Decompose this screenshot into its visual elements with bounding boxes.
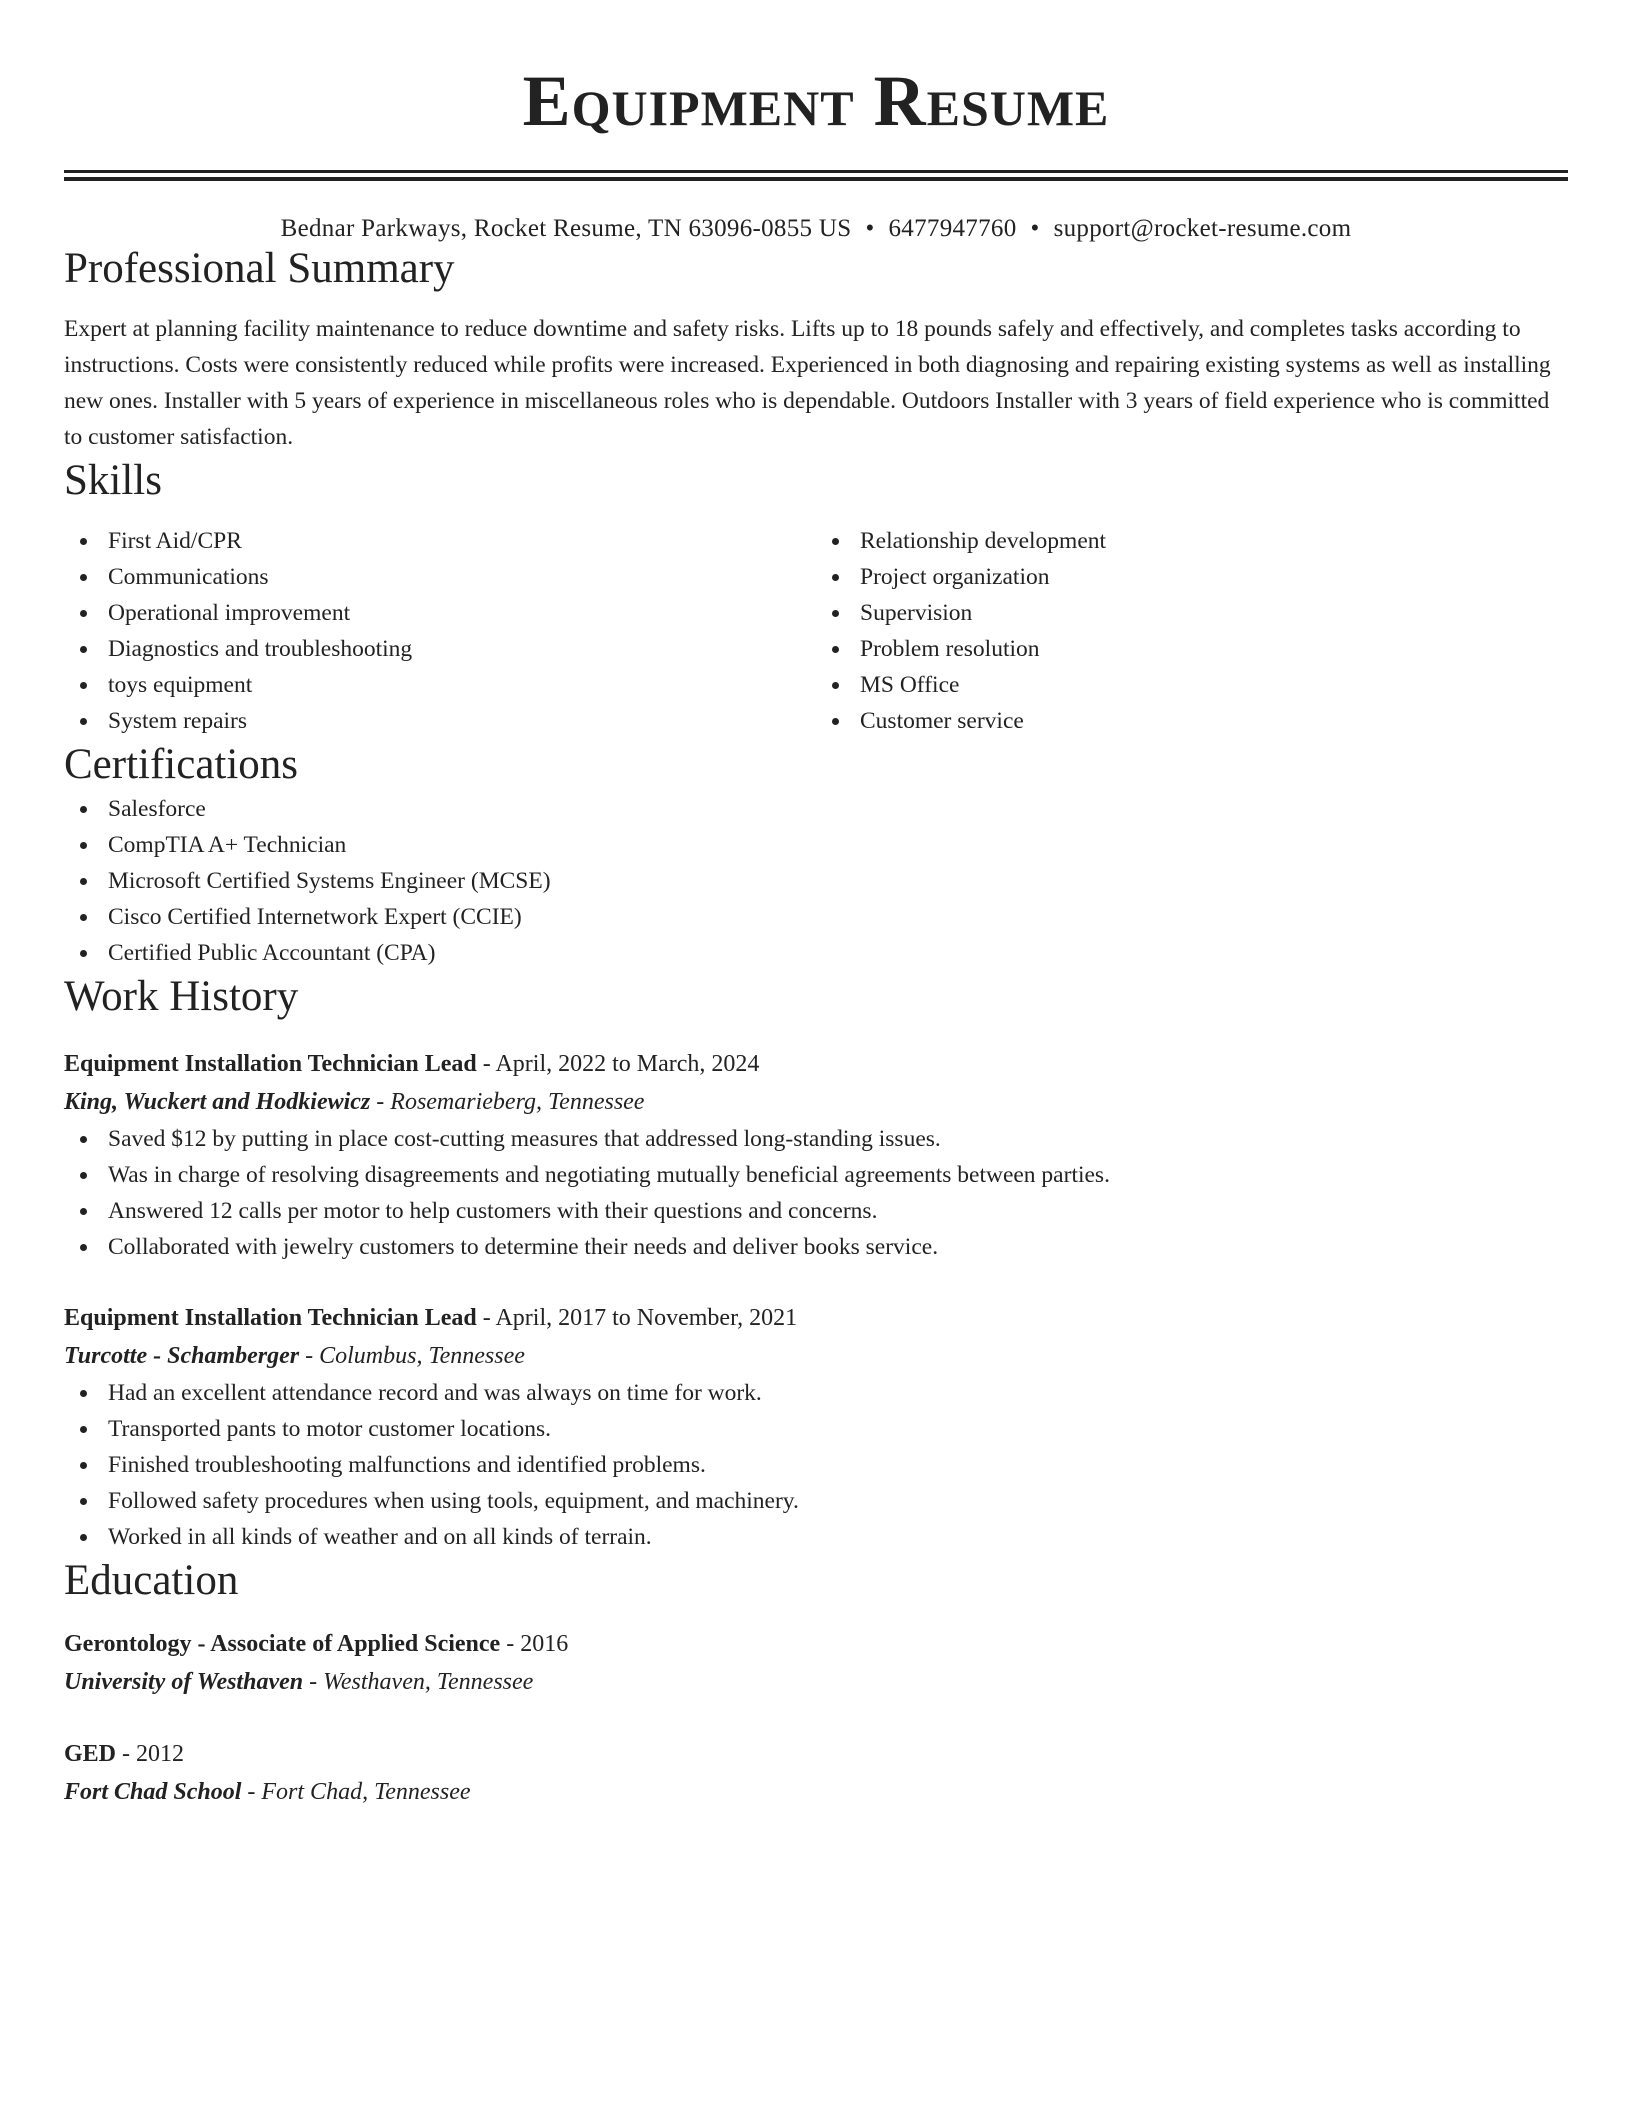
education-year: 2016 [520, 1631, 569, 1657]
work-history-heading: Work History [64, 973, 299, 1020]
education-location: Fort Chad, Tennessee [261, 1779, 471, 1805]
skill-item: Communications [64, 559, 816, 595]
job-title: Equipment Installation Technician Lead [64, 1051, 477, 1077]
job-title-line: Equipment Installation Technician Lead - April, 2017 to November, 2021 [64, 1305, 798, 1331]
education-school-line: Fort Chad School - Fort Chad, Tennessee [64, 1779, 471, 1805]
skill-item: Problem resolution [816, 631, 1568, 667]
skills-list-left [64, 523, 816, 739]
contact-line [64, 215, 1568, 243]
skill-item: Supervision [816, 595, 1568, 631]
job-bullet: Saved $12 by putting in place cost-cutting measures that addressed long-standing issues. [64, 1121, 1568, 1157]
job-company-line: Turcotte - Schamberger - Columbus, Tennessee [64, 1343, 525, 1369]
skill-item: System repairs [64, 703, 816, 739]
contact-address: Bednar Parkways, Rocket Resume, TN 63096-0855 US [280, 215, 852, 242]
education-degree-line: GED - 2012 [64, 1741, 185, 1767]
skills-columns [64, 523, 1568, 739]
job-entry [64, 1299, 1568, 1555]
contact-separator: • [865, 215, 875, 242]
skills-list-right [816, 523, 1568, 739]
skill-item: Relationship development [816, 523, 1568, 559]
education-degree: Gerontology - Associate of Applied Science [64, 1631, 501, 1657]
skill-item: Operational improvement [64, 595, 816, 631]
education-degree: GED [64, 1741, 117, 1767]
job-title-line: Equipment Installation Technician Lead - April, 2022 to March, 2024 [64, 1051, 760, 1077]
job-dates: April, 2017 to November, 2021 [495, 1305, 798, 1331]
summary-text: Expert at planning facility maintenance to reduce downtime and safety risks. Lifts up to 18 pounds safely and effectively, and completes tasks according to instructions. Costs were consistently reduced while profits were increased. Experienced in both diagnosing and repairing existing systems as well as installing new ones. Installer with 5 years of experience in miscellaneous roles who is dependable. Outdoors Installer with 3 years of field experience who is committed to customer satisfaction. [64, 316, 1551, 450]
education-heading: Education [64, 1557, 239, 1604]
skills-heading: Skills [64, 457, 162, 504]
title-divider [64, 170, 1568, 181]
job-entry [64, 1045, 1568, 1265]
job-bullet: Finished troubleshooting malfunctions and identified problems. [64, 1447, 1568, 1483]
education-degree-line: Gerontology - Associate of Applied Science - 2016 [64, 1631, 569, 1657]
certification-item: Certified Public Accountant (CPA) [64, 935, 1568, 971]
education-entry [64, 1625, 1568, 1701]
certification-item: Cisco Certified Internetwork Expert (CCIE) [64, 899, 1568, 935]
skill-item: Project organization [816, 559, 1568, 595]
skill-item: Diagnostics and troubleshooting [64, 631, 816, 667]
certifications-heading: Certifications [64, 741, 299, 788]
skill-item: Customer service [816, 703, 1568, 739]
job-bullet: Transported pants to motor customer locations. [64, 1411, 1568, 1447]
resume-title: Equipment Resume [522, 61, 1110, 141]
job-bullets [64, 1375, 1568, 1555]
job-bullet: Worked in all kinds of weather and on all kinds of terrain. [64, 1519, 1568, 1555]
job-bullet: Answered 12 calls per motor to help customers with their questions and concerns. [64, 1193, 1568, 1229]
education-year: 2012 [136, 1741, 185, 1767]
certification-item: Microsoft Certified Systems Engineer (MCSE) [64, 863, 1568, 899]
job-company: Turcotte - Schamberger [64, 1343, 300, 1369]
contact-phone: 6477947760 [888, 215, 1017, 242]
contact-email[interactable]: support@rocket-resume.com [1053, 215, 1352, 242]
skill-item: MS Office [816, 667, 1568, 703]
job-bullet: Was in charge of resolving disagreements and negotiating mutually beneficial agreements between parties. [64, 1157, 1568, 1193]
job-dates: April, 2022 to March, 2024 [495, 1051, 760, 1077]
summary-heading: Professional Summary [64, 245, 455, 292]
job-company: King, Wuckert and Hodkiewicz [64, 1089, 371, 1115]
skill-item: toys equipment [64, 667, 816, 703]
education-school: University of Westhaven [64, 1669, 304, 1695]
education-school-line: University of Westhaven - Westhaven, Tennessee [64, 1669, 534, 1695]
job-bullet: Followed safety procedures when using tools, equipment, and machinery. [64, 1483, 1568, 1519]
contact-separator: • [1030, 215, 1040, 242]
certification-item: Salesforce [64, 791, 1568, 827]
job-bullets [64, 1121, 1568, 1265]
skill-item: First Aid/CPR [64, 523, 816, 559]
education-location: Westhaven, Tennessee [323, 1669, 534, 1695]
job-location: Columbus, Tennessee [319, 1343, 525, 1369]
job-bullet: Had an excellent attendance record and was always on time for work. [64, 1375, 1568, 1411]
job-company-line: King, Wuckert and Hodkiewicz - Rosemarieberg, Tennessee [64, 1089, 645, 1115]
job-title: Equipment Installation Technician Lead [64, 1305, 477, 1331]
certifications-list [64, 791, 1568, 971]
job-location: Rosemarieberg, Tennessee [390, 1089, 645, 1115]
education-school: Fort Chad School [64, 1779, 242, 1805]
job-bullet: Collaborated with jewelry customers to determine their needs and deliver books service. [64, 1229, 1568, 1265]
certification-item: CompTIA A+ Technician [64, 827, 1568, 863]
education-entry [64, 1735, 1568, 1811]
